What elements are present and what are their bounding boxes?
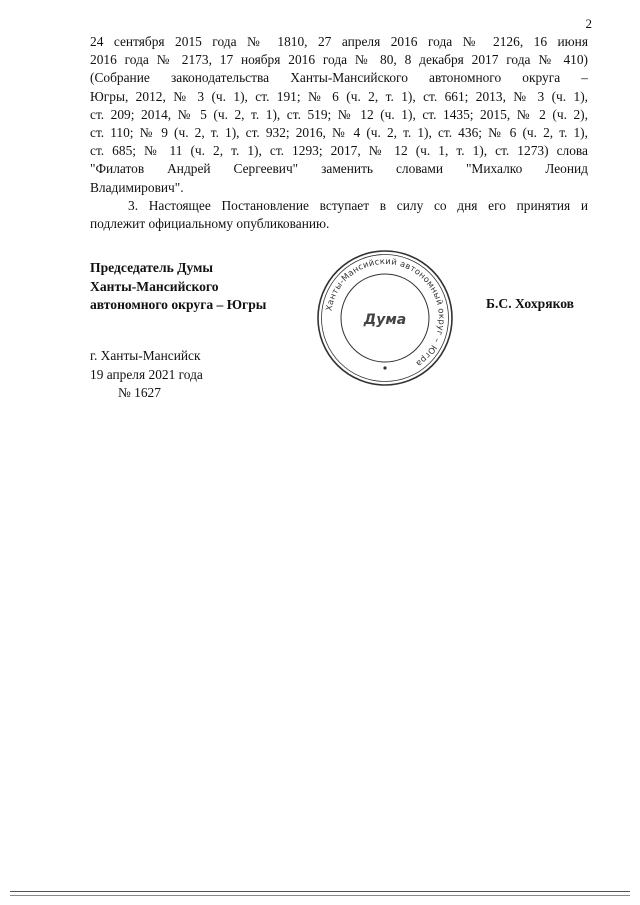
paragraph-line: 3. Настоящее Постановление вступает в силу со дня его принятия и xyxy=(128,197,588,213)
place-city: г. Ханты-Мансийск xyxy=(90,348,201,363)
footer-divider xyxy=(10,891,630,892)
document-body xyxy=(90,33,588,233)
paragraph-line: ст. 209; 2014, № 5 (ч. 2, т. 1), ст. 519; № 12 (ч. 1), ст. 1435; 2015, № 2 (ч. 2), xyxy=(90,106,588,122)
seal-ring-text: Ханты-Мансийский автономный округ – Югра xyxy=(323,255,448,370)
document-number: № 1627 xyxy=(118,385,161,400)
signer-title-line: автономного округа – Югры xyxy=(90,297,267,312)
signer-title xyxy=(90,259,266,315)
official-seal-icon xyxy=(314,247,456,389)
signer-title-line: Председатель Думы xyxy=(90,260,214,275)
place-date-block xyxy=(90,347,203,403)
document-date: 19 апреля 2021 года xyxy=(90,366,203,382)
paragraph-line: Югры, 2012, № 3 (ч. 1), ст. 191; № 6 (ч. 2, т. 1), ст. 661; 2013, № 3 (ч. 1), xyxy=(90,88,588,104)
footer-divider xyxy=(10,895,630,896)
paragraph-line: ст. 685; № 11 (ч. 2, т. 1), ст. 1293; 2017, № 12 (ч. 1, т. 1), ст. 1273) слова xyxy=(90,143,588,159)
paragraph-line: ст. 110; № 9 (ч. 2, т. 1), ст. 932; 2016, № 4 (ч. 2, т. 1), ст. 436; № 6 (ч. 2, т. 1), xyxy=(90,125,588,141)
paragraph-line: 2016 года № 2173, 17 ноября 2016 года № 80, 8 декабря 2017 года № 410) xyxy=(90,52,588,68)
paragraph-line: 24 сентября 2015 года № 1810, 27 апреля 2016 года № 2126, 16 июня xyxy=(90,34,588,49)
paragraph-line: (Собрание законодательства Ханты-Мансийского автономного округа – xyxy=(90,70,588,86)
paragraph-line: подлежит официальному опубликованию. xyxy=(90,216,330,232)
paragraph-line: Владимирович". xyxy=(90,179,184,195)
page-number: 2 xyxy=(585,16,592,31)
signer-name: Б.С. Хохряков xyxy=(486,296,575,311)
signer-title-line: Ханты-Мансийского xyxy=(90,278,219,294)
seal-center-text: Дума xyxy=(363,312,407,328)
paragraph-line: "Филатов Андрей Сергеевич" заменить словами "Михалко Леонид xyxy=(90,161,588,177)
